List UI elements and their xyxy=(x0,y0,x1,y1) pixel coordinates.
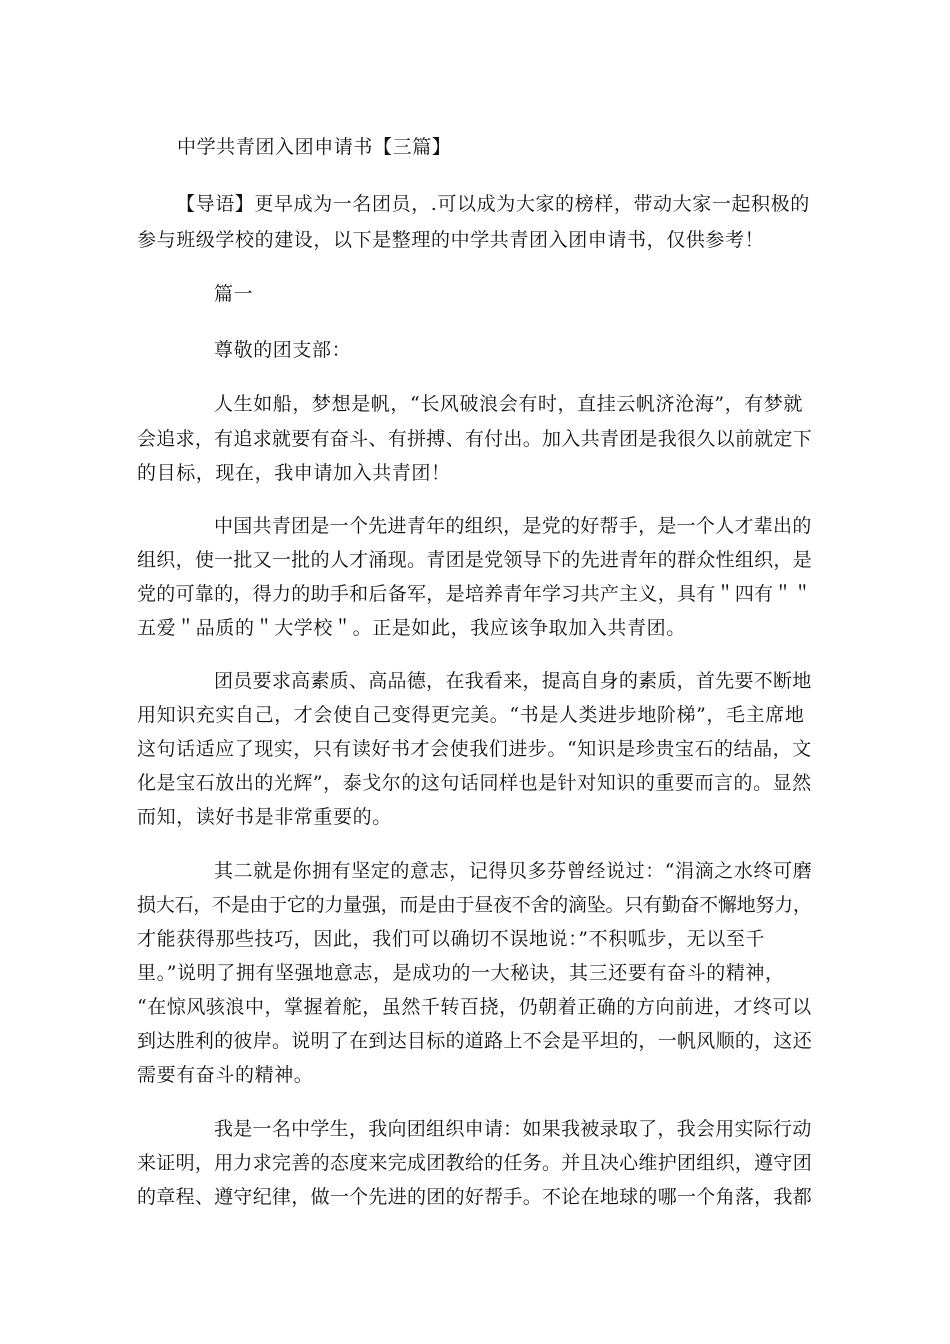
paragraph-line: 党的可靠的，得力的助手和后备军，是培养青年学习共产主义，具有＂四有＂＂ xyxy=(137,583,813,605)
paragraph-line: 团员要求高素质、高品德，在我看来，提高自身的素质，首先要不断地 xyxy=(214,670,812,692)
paragraph-line: “在惊风骇浪中，掌握着舵，虽然千转百挠，仍朝着正确的方向前进，才终可以 xyxy=(137,996,812,1018)
intro-line: 【导语】更早成为一名团员，.可以成为大家的榜样，带动大家一起积极的 xyxy=(176,193,810,215)
paragraph-line: 化是宝石放出的光辉”，泰戈尔的这句话同样也是针对知识的重要而言的。显然 xyxy=(137,772,812,794)
document-title: 中学共青团入团申请书【三篇】 xyxy=(177,136,452,158)
paragraph-line: 的章程、遵守纪律，做一个先进的团的好帮手。不论在地球的哪一个角落，我都 xyxy=(137,1186,813,1208)
paragraph-line: 而知，读好书是非常重要的。 xyxy=(137,806,392,828)
intro-line: 参与班级学校的建设，以下是整理的中学共青团入团申请书，仅供参考！ xyxy=(137,229,765,251)
paragraph-line: 到达胜利的彼岸。说明了在到达目标的道路上不会是平坦的，一帆风顺的，这还 xyxy=(137,1030,813,1052)
paragraph-line: 组织，使一批又一批的人才涌现。青团是党领导下的先进青年的群众性组织，是 xyxy=(137,549,813,571)
paragraph-line: 的目标，现在，我申请加入共青团！ xyxy=(137,462,451,484)
salutation: 尊敬的团支部： xyxy=(214,339,352,361)
paragraph-line: 中国共青团是一个先进青年的组织，是党的好帮手，是一个人才辈出的 xyxy=(214,515,812,537)
paragraph-line: 这句话适应了现实，只有读好书才会使我们进步。“知识是珍贵宝石的结晶，文 xyxy=(137,738,812,760)
paragraph-line: 用知识充实自己，才会使自己变得更完美。“书是人类进步地阶梯”，毛主席地 xyxy=(137,704,805,726)
paragraph-line: 我是一名中学生，我向团组织申请：如果我被录取了，我会用实际行动 xyxy=(214,1118,812,1140)
paragraph-line: 人生如船，梦想是帆，“长风破浪会有时，直挂云帆济沧海”，有梦就 xyxy=(214,393,804,415)
section-title: 篇一 xyxy=(214,283,254,305)
paragraph-line: 其二就是你拥有坚定的意志，记得贝多芬曾经说过：“涓滴之水终可磨 xyxy=(214,860,813,882)
paragraph-line: 才能获得那些技巧，因此，我们可以确切不误地说：”不积呱步，无以至千 xyxy=(137,928,766,950)
paragraph-line: 需要有奋斗的精神。 xyxy=(137,1064,314,1086)
paragraph-line: 五爱＂品质的＂大学校＂。正是如此，我应该争取加入共青团。 xyxy=(137,617,686,639)
paragraph-line: 会追求，有追求就要有奋斗、有拼搏、有付出。加入共青团是我很久以前就定下 xyxy=(137,428,813,450)
paragraph-line: 来证明，用力求完善的态度来完成团教给的任务。并且决心维护团组织，遵守团 xyxy=(137,1152,813,1174)
paragraph-line: 里。”说明了拥有坚强地意志，是成功的一大秘诀，其三还要有奋斗的精神， xyxy=(137,962,785,984)
paragraph-line: 损大石，不是由于它的力量强，而是由于昼夜不舍的滴坠。只有勤奋不懈地努力， xyxy=(137,894,812,916)
